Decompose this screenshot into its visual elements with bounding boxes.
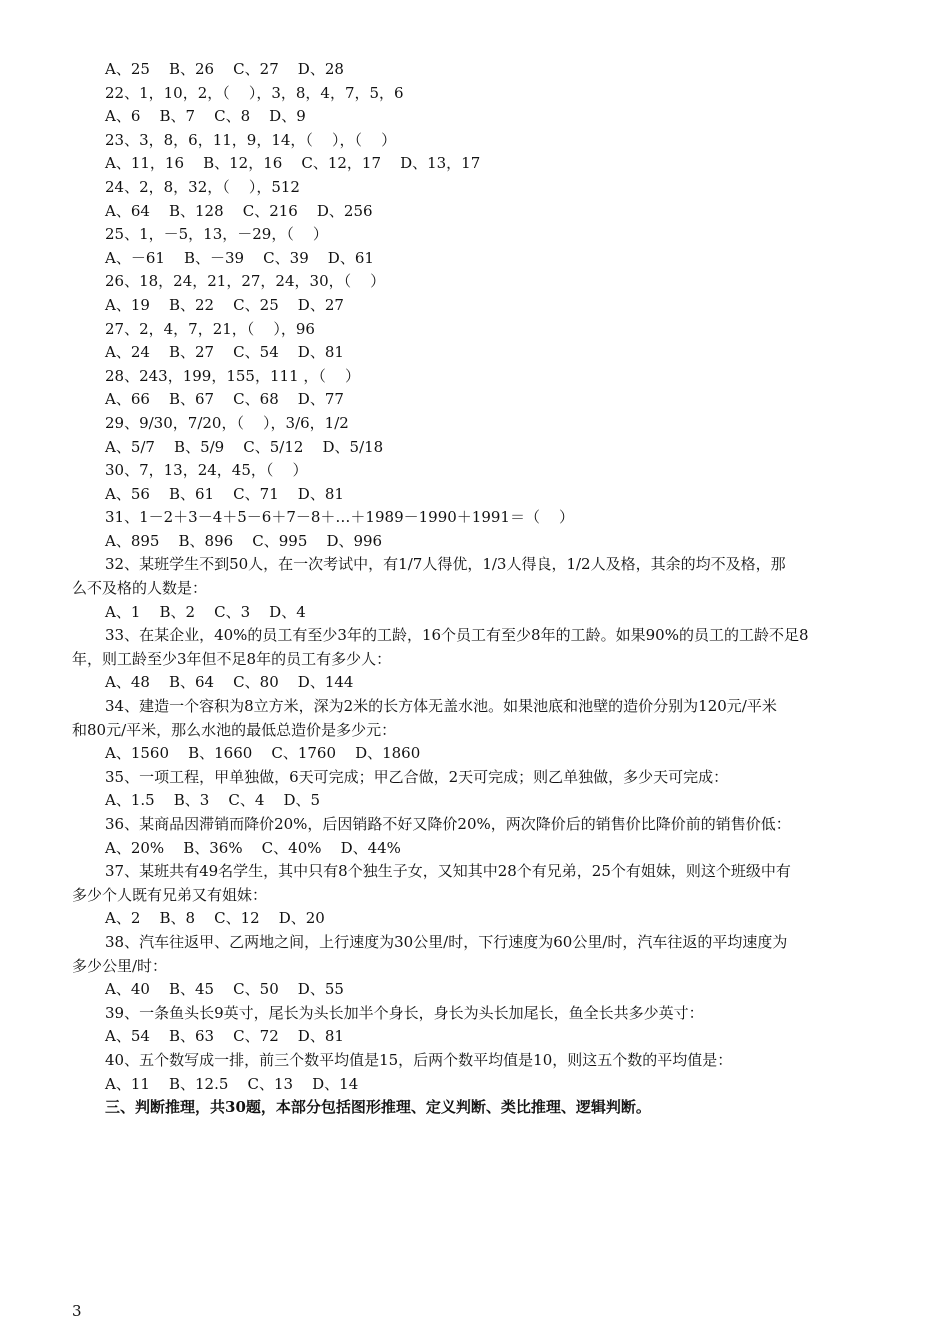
question-text: 多少个人既有兄弟又有姐妹： — [72, 885, 268, 904]
answer-options: A、6 B、7 C、8 D、9 — [105, 107, 306, 126]
question-text: 25、1，－5，13，－29，（ ） — [105, 225, 328, 244]
question-text: 40、五个数写成一排，前三个数平均值是15，后两个数平均值是10，则这五个数的平均值是： — [105, 1050, 733, 1069]
question-text: 33、在某企业，40%的员工有至少3年的工龄，16个员工有至少8年的工龄。如果90%的员工的工龄不足8 — [105, 626, 809, 645]
answer-options: A、1.5 B、3 C、4 D、5 — [105, 791, 321, 810]
question-text: 26、18，24，21，27，24，30，（ ） — [105, 272, 386, 291]
question-list — [72, 58, 872, 1120]
question-text: 27、2，4，7，21，（ ），96 — [105, 319, 315, 338]
question-text: 39、一条鱼头长9英寸，尾长为头长加半个身长，身长为头长加尾长，鱼全长共多少英寸： — [105, 1003, 704, 1022]
answer-options: A、5/7 B、5/9 C、5/12 D、5/18 — [105, 437, 384, 456]
answer-options: A、11，16 B、12，16 C、12，17 D、13，17 — [105, 154, 481, 173]
answer-options: A、1560 B、1660 C、1760 D、1860 — [105, 744, 421, 763]
answer-options: A、11 B、12.5 C、13 D、14 — [105, 1074, 359, 1093]
answer-options: A、24 B、27 C、54 D、81 — [105, 343, 344, 362]
question-text: 38、汽车往返甲、乙两地之间，上行速度为30公里/时，下行速度为60公里/时，汽车往返的平均速度为 — [105, 932, 788, 951]
question-text: 30、7，13，24，45，（ ） — [105, 461, 308, 480]
answer-options: A、40 B、45 C、50 D、55 — [105, 980, 344, 999]
question-text: 36、某商品因滞销而降价20%，后因销路不好又降价20%，两次降价后的销售价比降价前的销售价低： — [105, 815, 791, 833]
question-text: 年，则工龄至少3年但不足8年的员工有多少人： — [72, 649, 392, 668]
question-text: 多少公里/时： — [72, 956, 168, 975]
answer-options: A、64 B、128 C、216 D、256 — [105, 201, 373, 220]
answer-options: A、66 B、67 C、68 D、77 — [105, 390, 344, 409]
question-text: 28、243，199，155，111 ，（ ） — [105, 366, 360, 385]
answer-options: A、48 B、64 C、80 D、144 — [105, 673, 354, 692]
question-text: 23、3，8，6，11，9，14，（ ），（ ） — [105, 130, 397, 149]
question-text: 么不及格的人数是： — [72, 579, 208, 598]
answer-options: A、－61 B、－39 C、39 D、61 — [105, 248, 374, 267]
answer-options: A、2 B、8 C、12 D、20 — [105, 909, 325, 928]
answer-options: A、56 B、61 C、71 D、81 — [105, 484, 344, 503]
page-number: 3 — [72, 1302, 82, 1320]
answer-options: A、895 B、896 C、995 D、996 — [105, 531, 383, 550]
answer-options: A、20% B、36% C、40% D、44% — [105, 838, 401, 857]
question-text: 和80元/平米，那么水池的最低总造价是多少元： — [72, 720, 397, 739]
question-text: 35、一项工程，甲单独做，6天可完成；甲乙合做，2天可完成；则乙单独做，多少天可完成： — [105, 767, 729, 786]
answer-options: A、54 B、63 C、72 D、81 — [105, 1027, 344, 1046]
question-text: 32、某班学生不到50人，在一次考试中，有1/7人得优，1/3人得良，1/2人及格，其余的均不及格，那 — [105, 555, 786, 574]
question-text: 34、建造一个容积为8立方米，深为2米的长方体无盖水池。如果池底和池壁的造价分别为120元/平米 — [105, 697, 777, 716]
question-text: 24、2，8，32，（ ），512 — [105, 177, 300, 196]
section-heading: 三、判断推理，共30题，本部分包括图形推理、定义判断、类比推理、逻辑判断。 — [105, 1098, 651, 1117]
question-text: 29、9/30，7/20，（ ），3/6，1/2 — [105, 413, 349, 432]
question-text: 31、1－2＋3－4＋5－6＋7－8＋…＋1989－1990＋1991＝（ ） — [105, 508, 575, 527]
answer-options: A、25 B、26 C、27 D、28 — [105, 60, 344, 78]
question-text: 37、某班共有49名学生，其中只有8个独生子女，又知其中28个有兄弟，25个有姐妹，则这个班级中有 — [105, 862, 791, 881]
question-text: 22、1，10，2，（ ），3，8，4，7，5，6 — [105, 83, 404, 102]
answer-options: A、19 B、22 C、25 D、27 — [105, 295, 344, 314]
answer-options: A、1 B、2 C、3 D、4 — [105, 602, 306, 621]
